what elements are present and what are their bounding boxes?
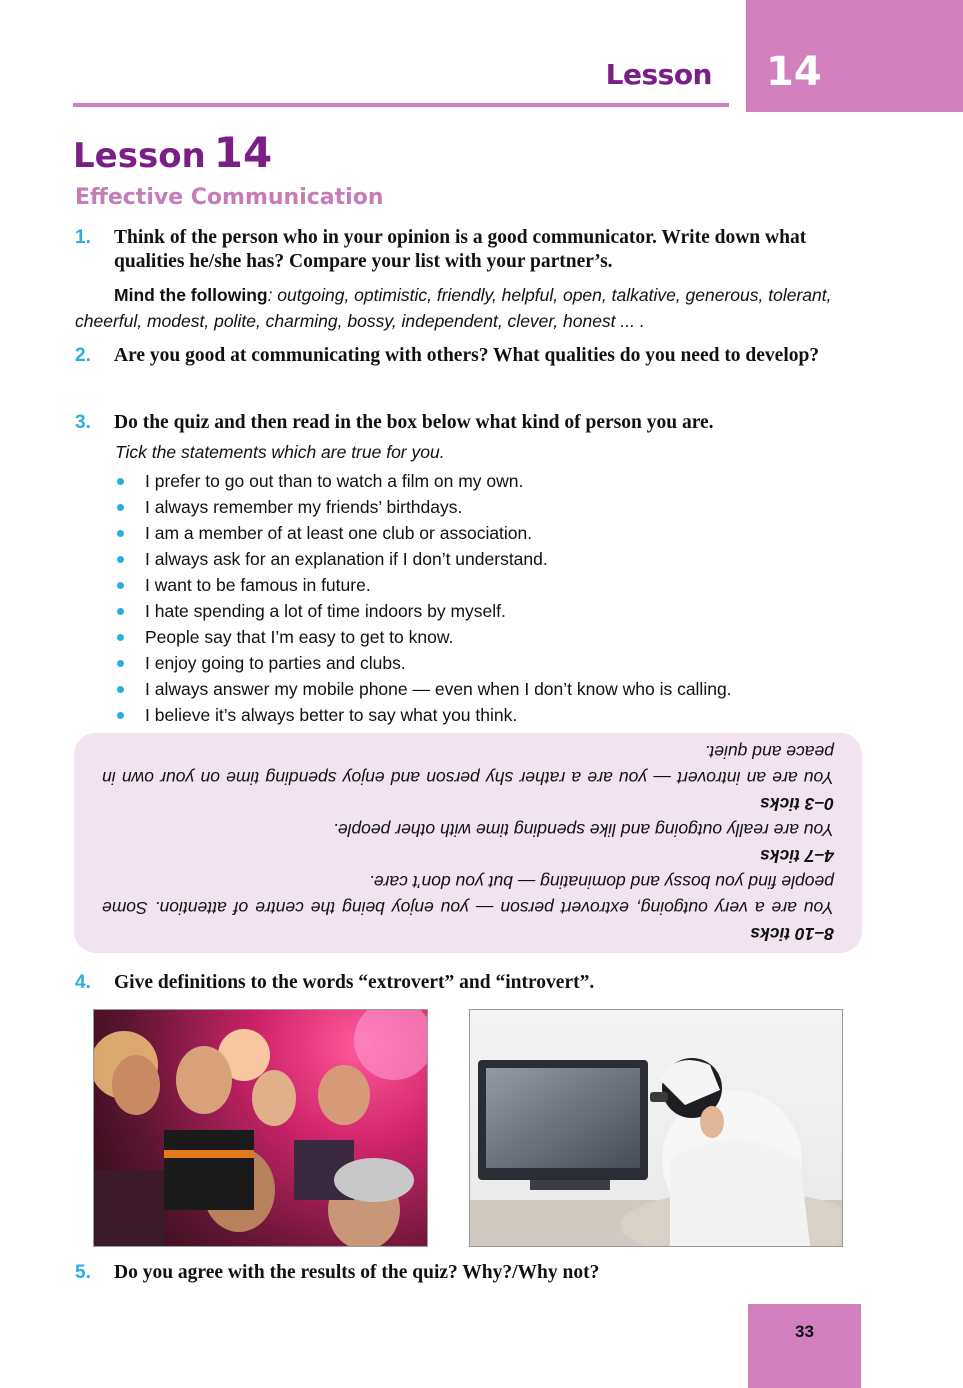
task-4-number: 4. (75, 972, 91, 993)
result-text: You are really outgoing and like spending time with other people. (332, 820, 834, 840)
mind-text: : outgoing, optimistic, friendly, helpful, open, talkative, generous, tolerant, cheerful, modest, polite, charming, bossy, independent, clever, honest ... . (75, 285, 832, 331)
party-photo (93, 1009, 428, 1247)
quiz-statement: I hate spending a lot of time indoors by myself. (115, 598, 732, 624)
quiz-statement: I enjoy going to parties and clubs. (115, 650, 732, 676)
quiz-statement: I believe it’s always better to say what you think. (115, 702, 732, 728)
man-watching-tv-illustration (470, 1010, 842, 1246)
page-title-word: Lesson (73, 136, 206, 176)
bullet-icon (117, 530, 124, 537)
task-4-text: Give definitions to the words “extrovert” and “introvert”. (114, 972, 595, 993)
task-2-text: Are you good at communicating with others? What qualities do you need to develop? (114, 345, 820, 366)
bullet-icon (117, 582, 124, 589)
quiz-instruction: Tick the statements which are true for you. (115, 442, 445, 462)
bullet-icon (117, 504, 124, 511)
result-text: You are a very outgoing, extrovert person — you enjoy being the centre of attention. Some people find you bossy and dominating — but you don’t care. (102, 872, 834, 918)
bullet-icon (117, 712, 124, 719)
party-crowd-illustration (94, 1010, 427, 1246)
tv-photo (469, 1009, 843, 1247)
page-number-tab (748, 1304, 861, 1388)
result-heading: 8–10 ticks (750, 924, 834, 944)
header-lesson-tab (746, 0, 963, 112)
header-lesson-number: 14 (766, 49, 822, 95)
quiz-statement: I always remember my friends’ birthdays. (115, 494, 732, 520)
task-5-text: Do you agree with the results of the quiz? Why?/Why not? (114, 1262, 600, 1283)
quiz-statement: I always ask for an explanation if I don’t understand. (115, 546, 732, 572)
quiz-statement: People say that I’m easy to get to know. (115, 624, 732, 650)
quiz-statement: I always answer my mobile phone — even when I don’t know who is calling. (115, 676, 732, 702)
quiz-statement: I am a member of at least one club or association. (115, 520, 732, 546)
bullet-icon (117, 660, 124, 667)
quiz-statement: I prefer to go out than to watch a film on my own. (115, 468, 732, 494)
mind-label: Mind the following (114, 285, 268, 305)
page-title-number: 14 (213, 128, 273, 177)
bullet-icon (117, 478, 124, 485)
task-5-number: 5. (75, 1262, 91, 1283)
quiz-statement-list (115, 468, 732, 728)
task-1-text: Think of the person who in your opinion is a good communicator. Write down what qualities he/she has? Compare your list with your partner’s. (114, 227, 807, 272)
page-subtitle: Effective Communication (75, 185, 384, 210)
result-text: You are an introvert — you are a rather shy person and enjoy spending time on your own in peace and quiet. (102, 742, 834, 788)
quiz-results-box (74, 733, 862, 953)
page-title (73, 128, 273, 177)
task-2-number: 2. (75, 345, 91, 366)
mind-the-following (75, 282, 867, 334)
result-heading: 4–7 ticks (760, 846, 834, 866)
header-lesson-label: Lesson (605, 58, 712, 91)
task-3-text: Do the quiz and then read in the box below what kind of person you are. (114, 412, 714, 433)
bullet-icon (117, 686, 124, 693)
quiz-statement: I want to be famous in future. (115, 572, 732, 598)
quiz-results-upside-down (102, 739, 834, 947)
result-heading: 0–3 ticks (760, 794, 834, 814)
bullet-icon (117, 556, 124, 563)
header-divider (73, 103, 729, 107)
task-1-number: 1. (75, 227, 91, 248)
bullet-icon (117, 608, 124, 615)
task-3-number: 3. (75, 412, 91, 433)
page-number: 33 (795, 1322, 814, 1341)
bullet-icon (117, 634, 124, 641)
